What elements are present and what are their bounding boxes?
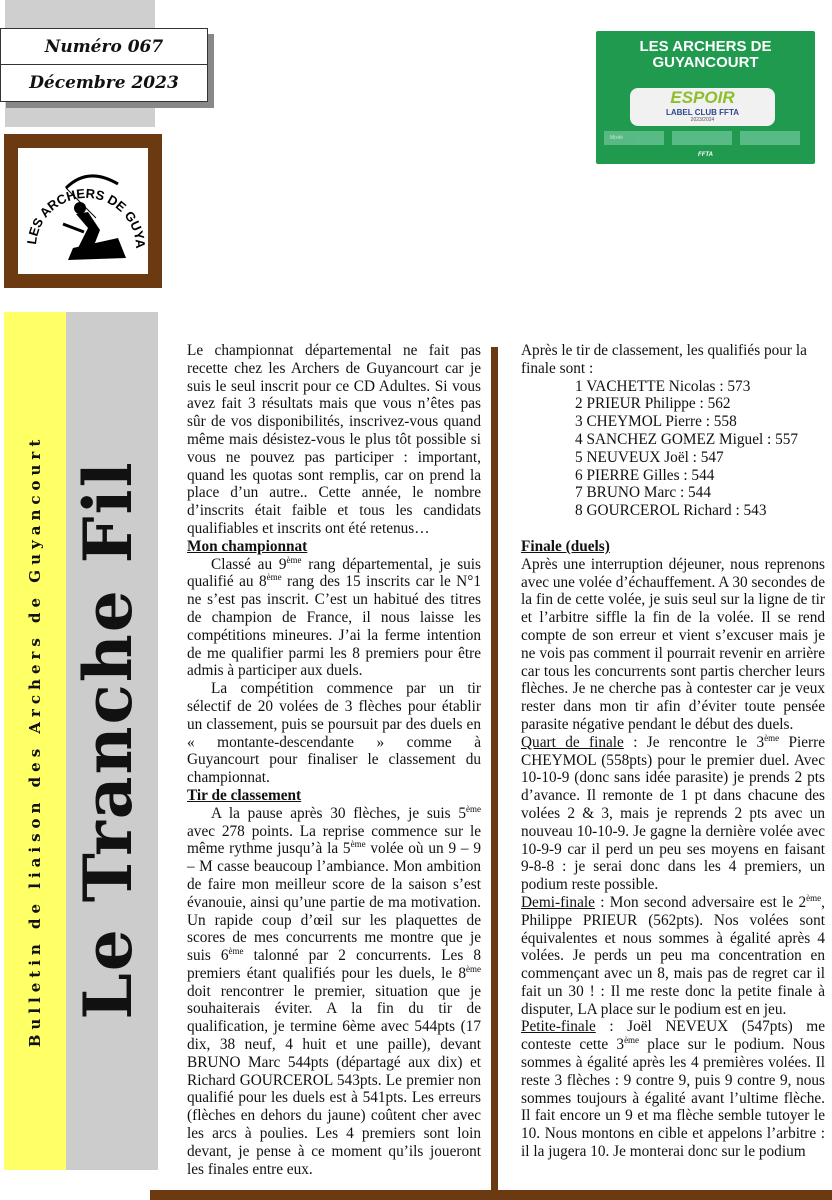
qualified-intro: Après le tir de classement, les qualifiés pour la finale sont : (521, 342, 807, 377)
article-column-2 (521, 342, 825, 1161)
intro-paragraph: Le championnat départemental ne fait pas recette chez les Archers de Guyancourt car je suis le seul inscrit pour ce CD Adultes. Si vous avez fait 3 résultats mais que vous n’êtes pas sûr de vos disponibilités, inscrivez-vous quand même mais désistez-vous le plus tôt possible si vous ne pouvez pas participer : important, quand les quotas sont remplis, car on prend la place d’un autre.. Cette année, le nombre d’inscrits était faible et tous les candidats qualifiables et inscrits ont été retenus… (187, 342, 481, 537)
club-logo-frame (4, 134, 162, 288)
heading-finale-duels: Finale (duels) (521, 537, 610, 555)
ranking-item: 2 PRIEUR Philippe : 562 (575, 395, 731, 413)
qualified-ranking-list (521, 378, 825, 520)
badge-slot-1: Mixité (604, 131, 664, 145)
issue-date: Décembre 2023 (29, 72, 179, 93)
espoir-label: ESPOIR (670, 88, 735, 107)
badge-title-line1: LES ARCHERS DE (639, 38, 772, 55)
bulletin-subtitle: Bulletin de liaison des Archers de Guyancourt (26, 434, 44, 1048)
badge-slot-2 (672, 131, 732, 145)
paragraph-demi-finale: Demi-finale : Mon second adversaire est le 2ème, Philippe PRIEUR (562pts). Nos volées sont équivalentes et nous sommes à égalité après 4 volées. Je perds un peu ma concentration en commençant avec un 8, mais pas de regret car il fait un 30 ! : Il me reste donc la petite finale à disputer, LA place sur le podium est en jeu. (521, 892, 825, 1018)
espoir-season: 2023/2024 (690, 117, 715, 123)
paragraph-finale: Après une interruption déjeuner, nous reprenons avec une volée d’échauffement. A 30 secondes de la fin de cette volée, je suis seul sur la ligne de tir et l’arbitre siffle la fin de la volée. Il se rend compte de son erreur et vient s’excuser mais je ne vois pas comment il pourrait revenir en arrière car tous les concurrents sont partis chercher leurs flèches. Je ne cherche pas à contester car je veux rester dans mon tir afin d’éviter toute pensée parasite négative pendant le début des duels. (521, 555, 825, 733)
svg-text:LES ARCHERS DE GUYANCOURT (18, 148, 148, 250)
bulletin-title: Le Tranche Fil (69, 460, 147, 1020)
paragraph-petite-finale: Petite-finale : Joël NEVEUX (547pts) me conteste cette 3ème place sur le podium. Nous sommes à égalité après les 4 premières volées. Il reste 3 flèches : 9 contre 9, puis 9 contre 9, nous sommes toujours à égalité avant l’ultime flèche. Il fait encore un 9 et ma flèche semble tutoyer le 10. Nous montons en cible et appelons l’arbitre : il la jugera 10. Je monterai donc sur le podium (521, 1018, 825, 1161)
bottom-brown-bar (150, 1190, 832, 1200)
espoir-pill (630, 88, 775, 126)
ranking-item: 3 CHEYMOL Pierre : 558 (575, 413, 737, 431)
paragraph-quart-de-finale: Quart de finale : Je rencontre le 3ème Pierre CHEYMOL (558pts) pour le premier duel. Avec 10-10-9 (donc sans idée parasite) je prends 2 pts d’avance. Il remonte de 1 pt dans chacune des volées 2 & 3, mais je reprends 2 pts avec un nouveau 10-10-9. Je gagne la dernière volée avec 10-9-9 car il perd un peu ses moyens en faisant 9-8-8 : je serai donc dans les 4 premiers, un podium reste possible. (521, 732, 825, 894)
espoir-label-badge (596, 31, 815, 164)
club-logo (18, 148, 148, 274)
ffta-logo: FFTA (698, 152, 713, 158)
archer-icon (18, 148, 148, 274)
paragraph-tir: A la pause après 30 flèches, je suis 5ème avec 278 points. La reprise commence sur le même rythme jusqu’à la 5ème volée où un 9 – 9 – M casse beaucoup l’ambiance. Mon ambition de faire mon meilleur score de la saison s’est évanouie, ainsi qu’une partie de ma motivation. Un rapide coup d’œil sur les plaquettes de scores de mes concurrents me montre que je suis 6ème talonné par 2 concurrents. Les 8 premiers étant qualifiés pour les duels, le 8ème doit rencontrer le premier, situation que je souhaiterais éviter. A la fin du tir de qualification, je termine 6ème avec 544pts (17 dix, 38 neuf, 4 huit et une paille), devant BRUNO Marc 544pts (départagé aux dix) et Richard GOURCEROL 543pts. Le premier non qualifié pour les duels est à 541pts. Les erreurs (flèches en dehors du jaune) coûtent cher avec les arcs à poulies. Les 4 premiers sont loin devant, je pense à ce moment qu’ils joueront les finales entre eux. (187, 803, 481, 1178)
heading-tir-de-classement: Tir de classement (187, 786, 302, 804)
issue-box (0, 28, 208, 102)
espoir-sublabel: LABEL CLUB FFTA (665, 108, 740, 117)
ranking-item: 8 GOURCEROL Richard : 543 (575, 502, 767, 520)
ranking-item: 7 BRUNO Marc : 544 (575, 484, 711, 502)
paragraph-competition: La compétition commence par un tir sélectif de 20 volées de 3 flèches pour établir un classement, puis se poursuit par des duels en « montante-descendante » comme à Guyancourt pour finaliser le classement du championnat. (187, 680, 481, 787)
paragraph-classement: Classé au 9ème rang départemental, je suis qualifié au 8ème rang des 15 inscrits car le N°1 ne s’est pas inscrit. C’est un habitué des titres de champion de France, il nous laisse les compétitions mineures. J’ai la ferme intention de me qualifier parmi les 8 premiers pour être admis à participer aux duels. (187, 554, 481, 680)
logo-text: LES ARCHERS DE GUYA (24, 185, 148, 250)
ranking-item: 6 PIERRE Gilles : 544 (575, 466, 715, 484)
heading-mon-championnat: Mon championnat (187, 537, 308, 555)
column-divider (491, 347, 498, 1192)
ranking-item: 1 VACHETTE Nicolas : 573 (575, 377, 751, 395)
article-column-1 (187, 342, 481, 1178)
badge-title-line2: GUYANCOURT (652, 54, 759, 71)
issue-number: Numéro 067 (1, 29, 207, 65)
ranking-item: 5 NEUVEUX Joël : 547 (575, 448, 724, 466)
ranking-item: 4 SANCHEZ GOMEZ Miguel : 557 (575, 430, 799, 448)
badge-slot-3 (740, 131, 800, 145)
